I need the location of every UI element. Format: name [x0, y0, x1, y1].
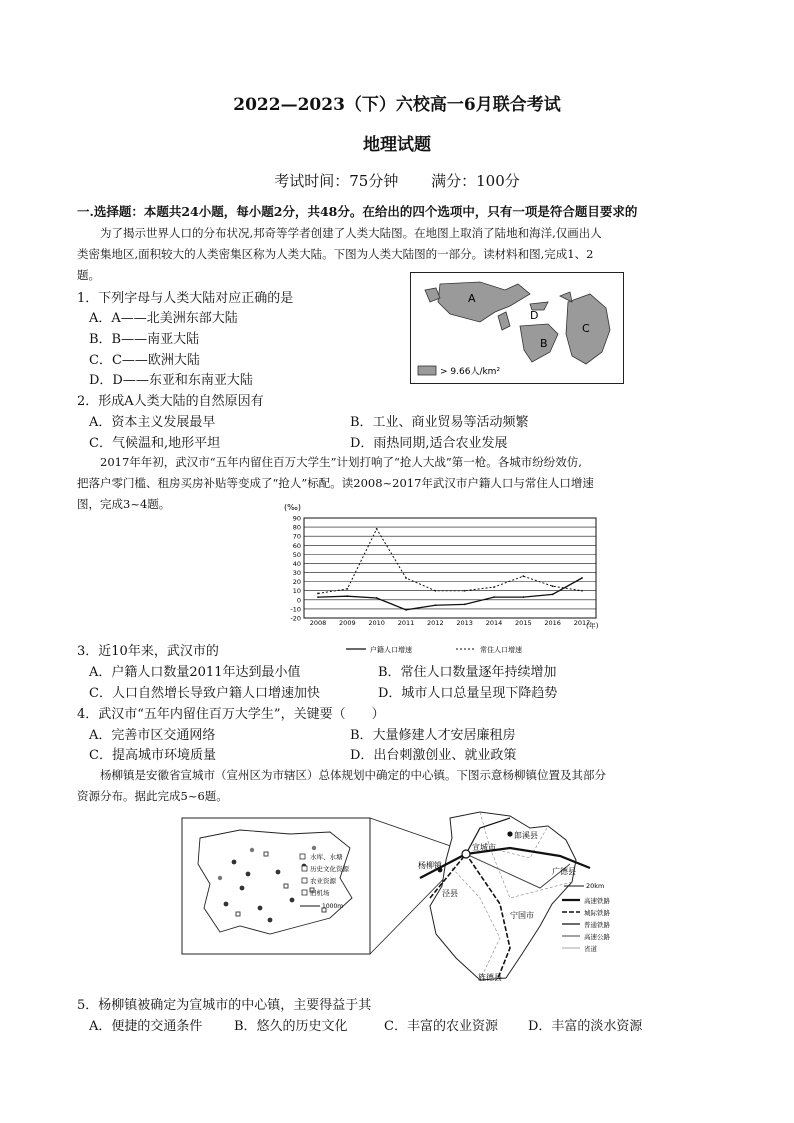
inset-scale: 1000m: [322, 903, 344, 910]
series-2-point: [493, 586, 495, 588]
y-tick-label: 70: [292, 532, 301, 541]
series-1-point: [317, 596, 319, 598]
legend-series-1: 户籍人口增速: [370, 646, 412, 654]
q3-option-a[interactable]: A．户籍人口数量2011年达到最小值: [89, 665, 301, 680]
exam-subject: 地理试题: [363, 135, 431, 155]
legend-series-2: 常住人口增速: [480, 646, 522, 654]
exam-score: 满分：100分: [431, 172, 520, 190]
series-line-2: [318, 529, 582, 594]
place-ningguo: 宁国市: [510, 911, 534, 920]
inset-legend-2: 历史文化资源: [310, 865, 349, 873]
population-growth-chart: [278, 500, 608, 656]
series-1-point: [405, 609, 407, 611]
x-tick-label: 2013: [456, 619, 473, 627]
intro3-line1: 杨柳镇是安徽省宣城市（宣州区为市辖区）总体规划中确定的中心镇。下图示意杨柳镇位置及其部分: [100, 768, 606, 782]
y-tick-label: 40: [292, 559, 301, 568]
inset-legend-3: 农业资源: [310, 877, 336, 885]
q4-option-b[interactable]: B．大量修建人才安居廉租房: [350, 728, 516, 743]
legend-regular-rail: 普通铁路: [584, 921, 610, 929]
intro1-line2: 类密集地区,面积较大的人类密集区称为人类大陆。下图为人类大陆图的一部分。读材料和图,完成1、2: [77, 247, 594, 261]
x-tick-label: 2012: [427, 619, 444, 627]
y-tick-label: -20: [290, 614, 301, 623]
series-line-1: [318, 578, 582, 610]
inset-legend-1: 水库、水塘: [310, 853, 343, 861]
intro1-line3: 题。: [77, 268, 100, 282]
map1-label-b: B: [540, 337, 548, 350]
q3-option-d[interactable]: D．城市人口总量呈现下降趋势: [378, 686, 558, 701]
intro2-line3: 图，完成3~4题。: [77, 497, 171, 511]
y-tick-label: 0: [296, 596, 301, 605]
connector-line: [370, 818, 462, 850]
series-2-point: [522, 575, 524, 577]
place-yangliu: 杨柳镇: [418, 861, 442, 870]
q2-option-c[interactable]: C．气候温和,地形平坦: [89, 436, 221, 451]
y-tick-label: 60: [292, 541, 301, 550]
intro3-line2: 资源分布。据此完成5~6题。: [77, 789, 228, 803]
q4-option-c[interactable]: C．提高城市环境质量: [89, 748, 216, 763]
q3-stem: 3．近10年来，武汉市的: [77, 644, 219, 659]
series-1-point: [434, 604, 436, 606]
q4-option-a[interactable]: A．完善市区交通网络: [89, 728, 216, 743]
series-2-point: [405, 577, 407, 579]
q1-option-a[interactable]: A．A——北美洲东部大陆: [89, 311, 238, 326]
y-tick-label: 50: [292, 550, 301, 559]
intro2-line1: 2017年年初，武汉市“五年内留住百万大学生”计划打响了“抢人大战”第一枪。各城市纷纷效仿,: [100, 455, 582, 469]
y-tick-label: 80: [292, 523, 301, 532]
q4-option-d[interactable]: D．出台刺激创业、就业政策: [350, 748, 517, 763]
series-2-point: [346, 588, 348, 590]
yangliu-town-map: [180, 808, 620, 988]
x-tick-label: 2009: [339, 619, 356, 627]
x-tick-label: 2011: [397, 619, 415, 627]
series-2-point: [581, 590, 583, 592]
series-2-point: [434, 590, 436, 592]
legend-swatch: [418, 366, 436, 375]
series-2-point: [552, 585, 554, 587]
q5-option-d[interactable]: D．丰富的淡水资源: [528, 1019, 643, 1034]
legend-high-speed-rail: 高速铁路: [584, 897, 610, 905]
exam-time: 考试时间：75分钟: [274, 172, 399, 190]
x-tick-label: 2015: [515, 619, 532, 627]
x-tick-label: 2014: [485, 619, 503, 627]
q2-stem: 2．形成A人类大陆的自然原因有: [77, 394, 264, 409]
map1-legend: > 9.66人/km²: [440, 367, 501, 377]
place-jingxian: 泾县: [442, 889, 458, 898]
q2-option-a[interactable]: A．资本主义发展最早: [89, 415, 216, 430]
exam-meta: [0, 170, 794, 191]
x-tick-label: 2016: [544, 619, 561, 627]
y-tick-label: 30: [292, 569, 301, 578]
map2-scale: 20km: [586, 882, 605, 890]
q5-stem: 5．杨柳镇被确定为宣城市的中心镇，主要得益于其: [77, 998, 372, 1013]
exam-title: 2022—2023（下）六校高一6月联合考试: [233, 95, 561, 115]
intro1-line1: 为了揭示世界人口的分布状况,邦奇等学者创建了人类大陆图。在地图上取消了陆地和海洋,仅画出人: [100, 226, 602, 240]
plot-frame: [304, 518, 596, 618]
y-tick-label: 20: [292, 578, 301, 587]
place-xuancheng: 宣城市: [472, 843, 496, 852]
place-jingde: 旌德县: [478, 973, 502, 982]
series-1-point: [464, 603, 466, 605]
chart-xlabel: (年): [586, 622, 599, 630]
series-1-point: [346, 595, 348, 597]
series-2-point: [464, 590, 466, 592]
q2-option-b[interactable]: B．工业、商业贸易等活动频繁: [350, 415, 529, 430]
q2-option-d[interactable]: D．雨热同期,适合农业发展: [350, 436, 508, 451]
series-1-point: [493, 596, 495, 598]
place-langxi: 郎溪县: [514, 831, 538, 840]
place-guangde: 广德县: [552, 867, 576, 876]
q1-stem: 1．下列字母与人类大陆对应正确的是: [77, 291, 294, 306]
xuancheng-city-marker: [462, 850, 470, 858]
legend-intercity-rail: 城际铁路: [584, 909, 610, 917]
q4-stem: 4．武汉市“五年内留住百万大学生”，关键要（ ）: [77, 707, 385, 722]
y-tick-label: -10: [290, 605, 301, 614]
y-tick-label: 90: [292, 514, 301, 523]
map1-label-d: D: [530, 309, 539, 322]
q1-option-c[interactable]: C．C——欧洲大陆: [89, 353, 200, 368]
q5-option-b[interactable]: B．悠久的历史文化: [234, 1019, 348, 1034]
series-1-point: [552, 593, 554, 595]
map1-label-a: A: [468, 292, 476, 305]
x-tick-label: 2008: [309, 619, 327, 627]
q3-option-c[interactable]: C．人口自然增长导致户籍人口增速加快: [89, 686, 320, 701]
series-1-point: [376, 597, 378, 599]
inset-legend-4: 旧机场: [310, 889, 330, 897]
q5-option-c[interactable]: C．丰富的农业资源: [384, 1019, 498, 1034]
y-tick-label: 10: [292, 587, 301, 596]
x-tick-label: 2017: [573, 619, 591, 627]
q1-option-b[interactable]: B．B——南亚大陆: [89, 332, 200, 347]
x-tick-label: 2010: [368, 619, 385, 627]
series-1-point: [522, 596, 524, 598]
legend-expressway: 高速公路: [584, 933, 610, 941]
q1-option-d[interactable]: D．D——东亚和东南亚大陆: [89, 373, 253, 388]
langxi-marker: [507, 831, 512, 836]
map1-label-c: C: [582, 322, 590, 335]
legend-provincial-road: 省道: [584, 945, 597, 953]
q5-option-a[interactable]: A．便捷的交通条件: [89, 1019, 203, 1034]
section-heading: 一.选择题：本题共24小题，每小题2分，共48分。在给出的四个选项中，只有一项是符合题目要求的: [77, 204, 638, 219]
q3-option-b[interactable]: B．常住人口数量逐年持续增加: [378, 665, 557, 680]
series-1-point: [581, 577, 583, 579]
intro2-line2: 把落户零门槛、租房买房补贴等变成了“抢人”标配。读2008~2017年武汉市户籍人口与常住人口增速: [77, 476, 594, 490]
series-2-point: [376, 528, 378, 530]
chart-ylabel: (‰): [284, 503, 301, 512]
human-continent-map: [410, 272, 624, 384]
series-2-point: [317, 593, 319, 595]
